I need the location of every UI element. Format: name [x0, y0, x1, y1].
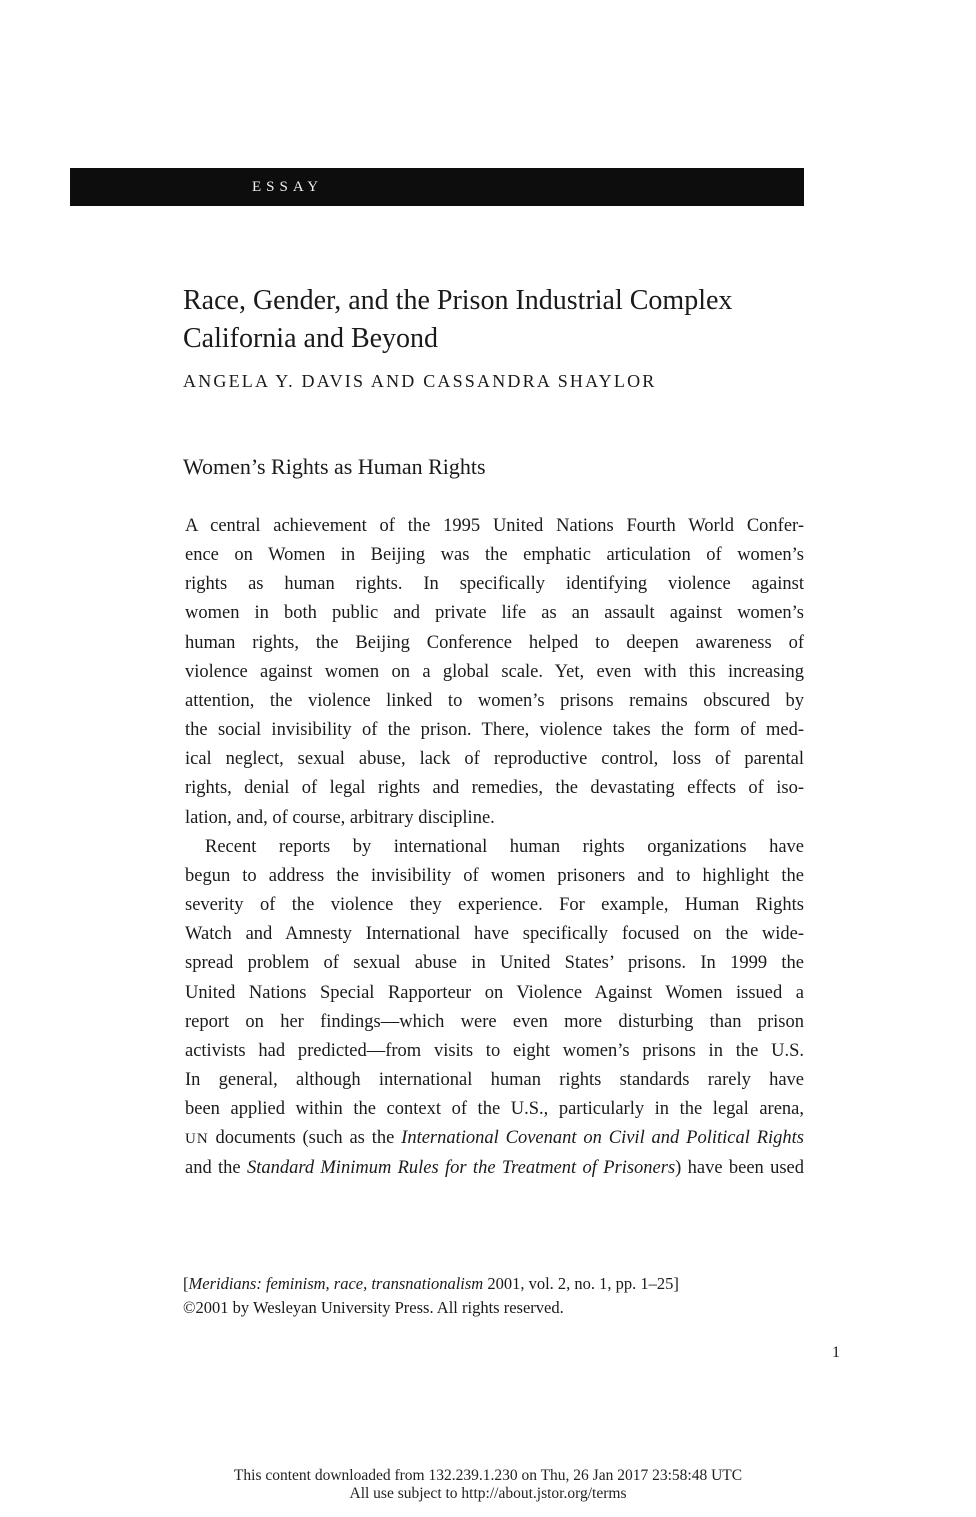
article-title: Race, Gender, and the Prison Industrial Complex: [183, 285, 733, 316]
terms-link[interactable]: All use subject to http://about.jstor.org/terms: [349, 1485, 627, 1502]
download-info: This content downloaded from 132.239.1.230 on Thu, 26 Jan 2017 23:58:48 UTC: [233, 1467, 743, 1484]
copyright-line: ©2001 by Wesleyan University Press. All rights reserved.: [183, 1298, 564, 1317]
body-line: report on her findings—which were even more disturbing than prison: [185, 1011, 804, 1032]
body-line: rights as human rights. In specifically identifying violence against: [185, 574, 804, 595]
body-text-run: ) have been used: [675, 1158, 805, 1179]
article-subtitle: California and Beyond: [183, 323, 439, 354]
body-line: violence against women on a global scale. Yet, even with this increasing: [185, 661, 804, 682]
body-text-run: documents (such as the: [208, 1128, 402, 1149]
body-line: ence on Women in Beijing was the emphatic articulation of women’s: [185, 545, 804, 566]
body-line-mixed: [185, 1154, 804, 1183]
journal-title: Meridians: feminism, race, transnationalism: [188, 1274, 484, 1293]
body-line: women in both public and private life as an assault against women’s: [185, 603, 804, 624]
section-heading: Women’s Rights as Human Rights: [183, 454, 486, 479]
section-header-bar: [70, 168, 804, 206]
body-line: Watch and Amnesty International have specifically focused on the wide-: [185, 924, 804, 945]
body-line: the social invisibility of the prison. There, violence takes the form of med-: [185, 720, 804, 741]
citation-bracket: [: [183, 1274, 189, 1293]
paragraph-1: [185, 512, 804, 833]
body-line: rights, denial of legal rights and remedies, the devastating effects of iso-: [185, 778, 804, 799]
body-line: In general, although international human rights standards rarely have: [185, 1069, 804, 1090]
body-line: activists had predicted—from visits to eight women’s prisons in the U.S.: [185, 1040, 804, 1061]
body-line: spread problem of sexual abuse in United States’ prisons. In 1999 the: [185, 953, 804, 974]
jstor-notice: [0, 1467, 976, 1503]
body-line: lation, and, of course, arbitrary discipline.: [185, 807, 495, 828]
citation-details: 2001, vol. 2, no. 1, pp. 1–25]: [483, 1274, 679, 1293]
article-body: [185, 512, 804, 1184]
article-authors: ANGELA Y. DAVIS AND CASSANDRA SHAYLOR: [183, 371, 657, 391]
un-abbreviation: UN: [185, 1131, 209, 1148]
section-label: ESSAY: [252, 179, 324, 195]
citation-footnote: [183, 1272, 783, 1320]
citation-line: [183, 1272, 783, 1296]
page-number: 1: [832, 1344, 840, 1361]
body-line-mixed: [185, 1124, 804, 1154]
body-line: Recent reports by international human rights organizations have: [205, 836, 804, 857]
body-text-run: and the: [185, 1158, 247, 1179]
body-line: attention, the violence linked to women’s prisons remains obscured by: [185, 690, 804, 711]
italic-title: Standard Minimum Rules for the Treatment of Prisoners: [246, 1158, 676, 1179]
body-line: severity of the violence they experience. For example, Human Rights: [185, 895, 804, 916]
body-line: United Nations Special Rapporteur on Violence Against Women issued a: [185, 982, 804, 1003]
italic-title: International Covenant on Civil and Political Rights: [401, 1128, 804, 1149]
body-line: been applied within the context of the U.S., particularly in the legal arena,: [185, 1099, 804, 1120]
paragraph-2: [185, 833, 804, 1184]
body-line: begun to address the invisibility of women prisoners and to highlight the: [185, 865, 804, 886]
body-line: human rights, the Beijing Conference helped to deepen awareness of: [185, 632, 804, 653]
body-line: ical neglect, sexual abuse, lack of reproductive control, loss of parental: [185, 749, 804, 770]
body-line: A central achievement of the 1995 United Nations Fourth World Confer-: [185, 516, 804, 536]
